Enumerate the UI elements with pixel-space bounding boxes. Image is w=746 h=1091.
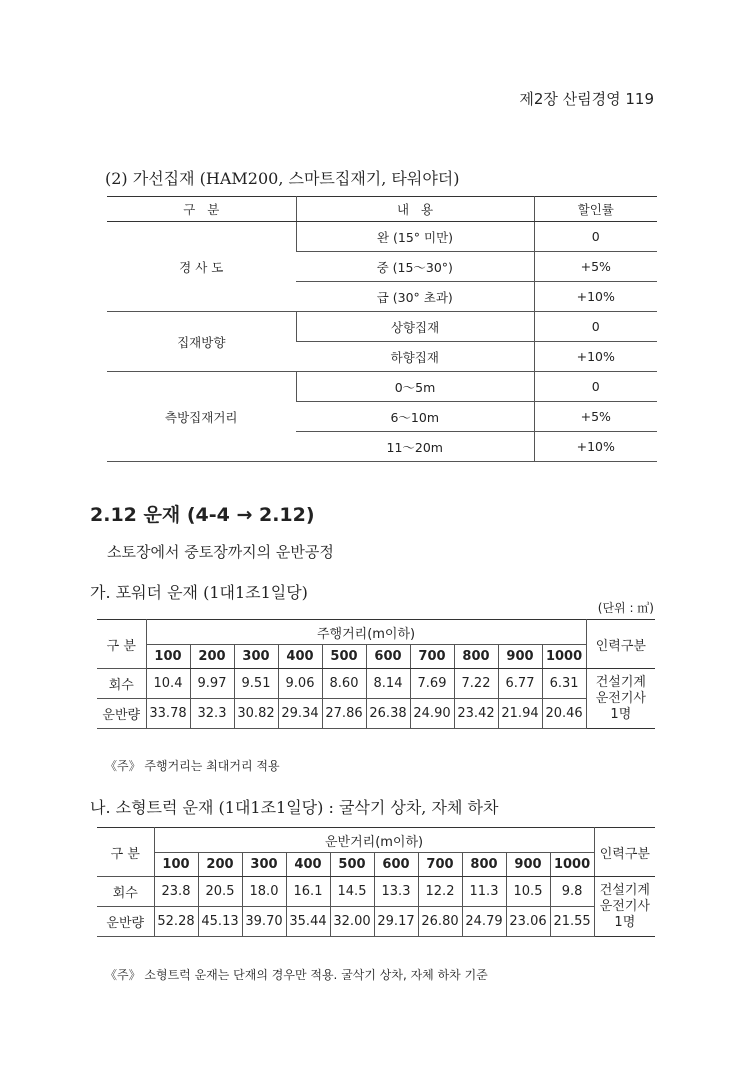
table-cell: 30.82 — [234, 699, 278, 729]
table-cell: 8.14 — [366, 669, 410, 699]
col-label: 구 분 — [97, 828, 154, 877]
distance-header: 700 — [410, 645, 454, 669]
table-cell: 6.77 — [498, 669, 542, 699]
table-cell: 23.42 — [454, 699, 498, 729]
table-cell: 14.5 — [330, 877, 374, 907]
group-header: 운반거리(m이하) — [154, 828, 594, 853]
table-cell: 24.79 — [462, 907, 506, 937]
distance-row — [97, 645, 655, 669]
table-cell: 10.4 — [146, 669, 190, 699]
group-header: 주행거리(m이하) — [146, 620, 586, 645]
distance-header: 1000 — [550, 853, 594, 877]
row-label: 회수 — [97, 877, 154, 907]
group-label-lateral-distance: 측방집재거리 — [107, 372, 296, 462]
table-cell: +5% — [534, 252, 657, 282]
col-label: 구 분 — [97, 620, 146, 669]
table-cell: 32.3 — [190, 699, 234, 729]
crew-line: 건설기계 — [599, 882, 650, 898]
table-cell: 20.46 — [542, 699, 586, 729]
table-cell: 10.5 — [506, 877, 550, 907]
table-cell: 16.1 — [286, 877, 330, 907]
table-cell: 20.5 — [198, 877, 242, 907]
table-cell: 33.78 — [146, 699, 190, 729]
table-cell: 21.55 — [550, 907, 594, 937]
table-cell: 0 — [534, 222, 657, 252]
table-cell: 하향집재 — [296, 342, 534, 372]
distance-header: 600 — [374, 853, 418, 877]
table-row — [97, 907, 655, 937]
forwarder-note: 《주》 주행거리는 최대거리 적용 — [105, 759, 280, 773]
distance-header: 500 — [330, 853, 374, 877]
table-cell: 21.94 — [498, 699, 542, 729]
table-cell: 29.17 — [374, 907, 418, 937]
col-header-discount: 할인률 — [534, 197, 657, 222]
table-row — [97, 699, 655, 729]
row-label: 회수 — [97, 669, 146, 699]
distance-header: 300 — [242, 853, 286, 877]
distance-header: 1000 — [542, 645, 586, 669]
table-cell: 52.28 — [154, 907, 198, 937]
distance-header: 900 — [506, 853, 550, 877]
distance-row — [97, 853, 655, 877]
crew-line: 1명 — [614, 914, 636, 930]
table-cell: +10% — [534, 432, 657, 462]
distance-header: 800 — [462, 853, 506, 877]
table-cell: 중 (15～30°) — [296, 252, 534, 282]
distance-header: 100 — [146, 645, 190, 669]
crew-header: 인력구분 — [586, 620, 655, 669]
table-cell: 35.44 — [286, 907, 330, 937]
group-label-slope: 경 사 도 — [107, 222, 296, 312]
table-cell: 32.00 — [330, 907, 374, 937]
table-cell: 8.60 — [322, 669, 366, 699]
table-cell: 11～20m — [296, 432, 534, 462]
table-row — [97, 877, 655, 907]
distance-header: 100 — [154, 853, 198, 877]
truck-note: 《주》 소형트럭 운재는 단재의 경우만 적용. 굴삭기 상차, 자체 하차 기준 — [105, 968, 488, 982]
distance-header: 200 — [190, 645, 234, 669]
table-cell: 26.80 — [418, 907, 462, 937]
truck-title: 나. 소형트럭 운재 (1대1조1일당) : 굴삭기 상차, 자체 하차 — [90, 798, 499, 817]
section-title: (2) 가선집재 (HAM200, 스마트집재기, 타워야더) — [105, 169, 460, 188]
distance-header: 600 — [366, 645, 410, 669]
table-cell: 26.38 — [366, 699, 410, 729]
crew-header: 인력구분 — [594, 828, 655, 877]
forwarder-table — [97, 619, 655, 729]
table-cell: 9.51 — [234, 669, 278, 699]
crew-line: 1명 — [610, 706, 632, 722]
distance-header: 400 — [278, 645, 322, 669]
table-cell: +10% — [534, 282, 657, 312]
table-cell: 39.70 — [242, 907, 286, 937]
table-cell: 11.3 — [462, 877, 506, 907]
distance-header: 300 — [234, 645, 278, 669]
table-cell: 9.06 — [278, 669, 322, 699]
distance-header: 900 — [498, 645, 542, 669]
table-cell: 7.22 — [454, 669, 498, 699]
table-cell: 27.86 — [322, 699, 366, 729]
table-row — [97, 669, 655, 699]
row-label: 운반량 — [97, 699, 146, 729]
table-cell: 23.06 — [506, 907, 550, 937]
table-cell: 완 (15° 미만) — [296, 222, 534, 252]
distance-header: 700 — [418, 853, 462, 877]
table-cell: 0 — [534, 312, 657, 342]
table-cell: 45.13 — [198, 907, 242, 937]
table-cell: 상향집재 — [296, 312, 534, 342]
crew-line: 건설기계 — [595, 674, 646, 690]
heading-2-12: 2.12 운재 (4-4 → 2.12) — [90, 504, 315, 526]
unit-label: (단위 : ㎥) — [597, 601, 654, 615]
subtitle: 소토장에서 중토장까지의 운반공정 — [107, 543, 334, 561]
crew-line: 운전기사 — [599, 898, 650, 914]
table-cell: 7.69 — [410, 669, 454, 699]
table-cell: +10% — [534, 342, 657, 372]
table-cell: 6～10m — [296, 402, 534, 432]
table-cell: +5% — [534, 402, 657, 432]
table-cell: 급 (30° 초과) — [296, 282, 534, 312]
table-cell: 23.8 — [154, 877, 198, 907]
table-cell: 0 — [534, 372, 657, 402]
forwarder-title: 가. 포워더 운재 (1대1조1일당) — [90, 583, 308, 602]
table-cell: 18.0 — [242, 877, 286, 907]
distance-header: 500 — [322, 645, 366, 669]
table-cell: 13.3 — [374, 877, 418, 907]
crew-cell — [586, 669, 655, 729]
truck-table — [97, 827, 655, 937]
table-cell: 0～5m — [296, 372, 534, 402]
distance-header: 200 — [198, 853, 242, 877]
group-label-direction: 집재방향 — [107, 312, 296, 372]
distance-header: 800 — [454, 645, 498, 669]
table-cell: 29.34 — [278, 699, 322, 729]
table-cell: 9.97 — [190, 669, 234, 699]
row-label: 운반량 — [97, 907, 154, 937]
yarding-discount-table — [107, 196, 657, 462]
table-cell: 9.8 — [550, 877, 594, 907]
table-cell: 6.31 — [542, 669, 586, 699]
crew-cell — [594, 877, 655, 937]
page-header: 제2장 산림경영 119 — [519, 90, 654, 108]
table-cell: 24.90 — [410, 699, 454, 729]
col-header-content: 내 용 — [296, 197, 534, 222]
table-cell: 12.2 — [418, 877, 462, 907]
col-header-category: 구 분 — [107, 197, 296, 222]
crew-line: 운전기사 — [595, 690, 646, 706]
distance-header: 400 — [286, 853, 330, 877]
